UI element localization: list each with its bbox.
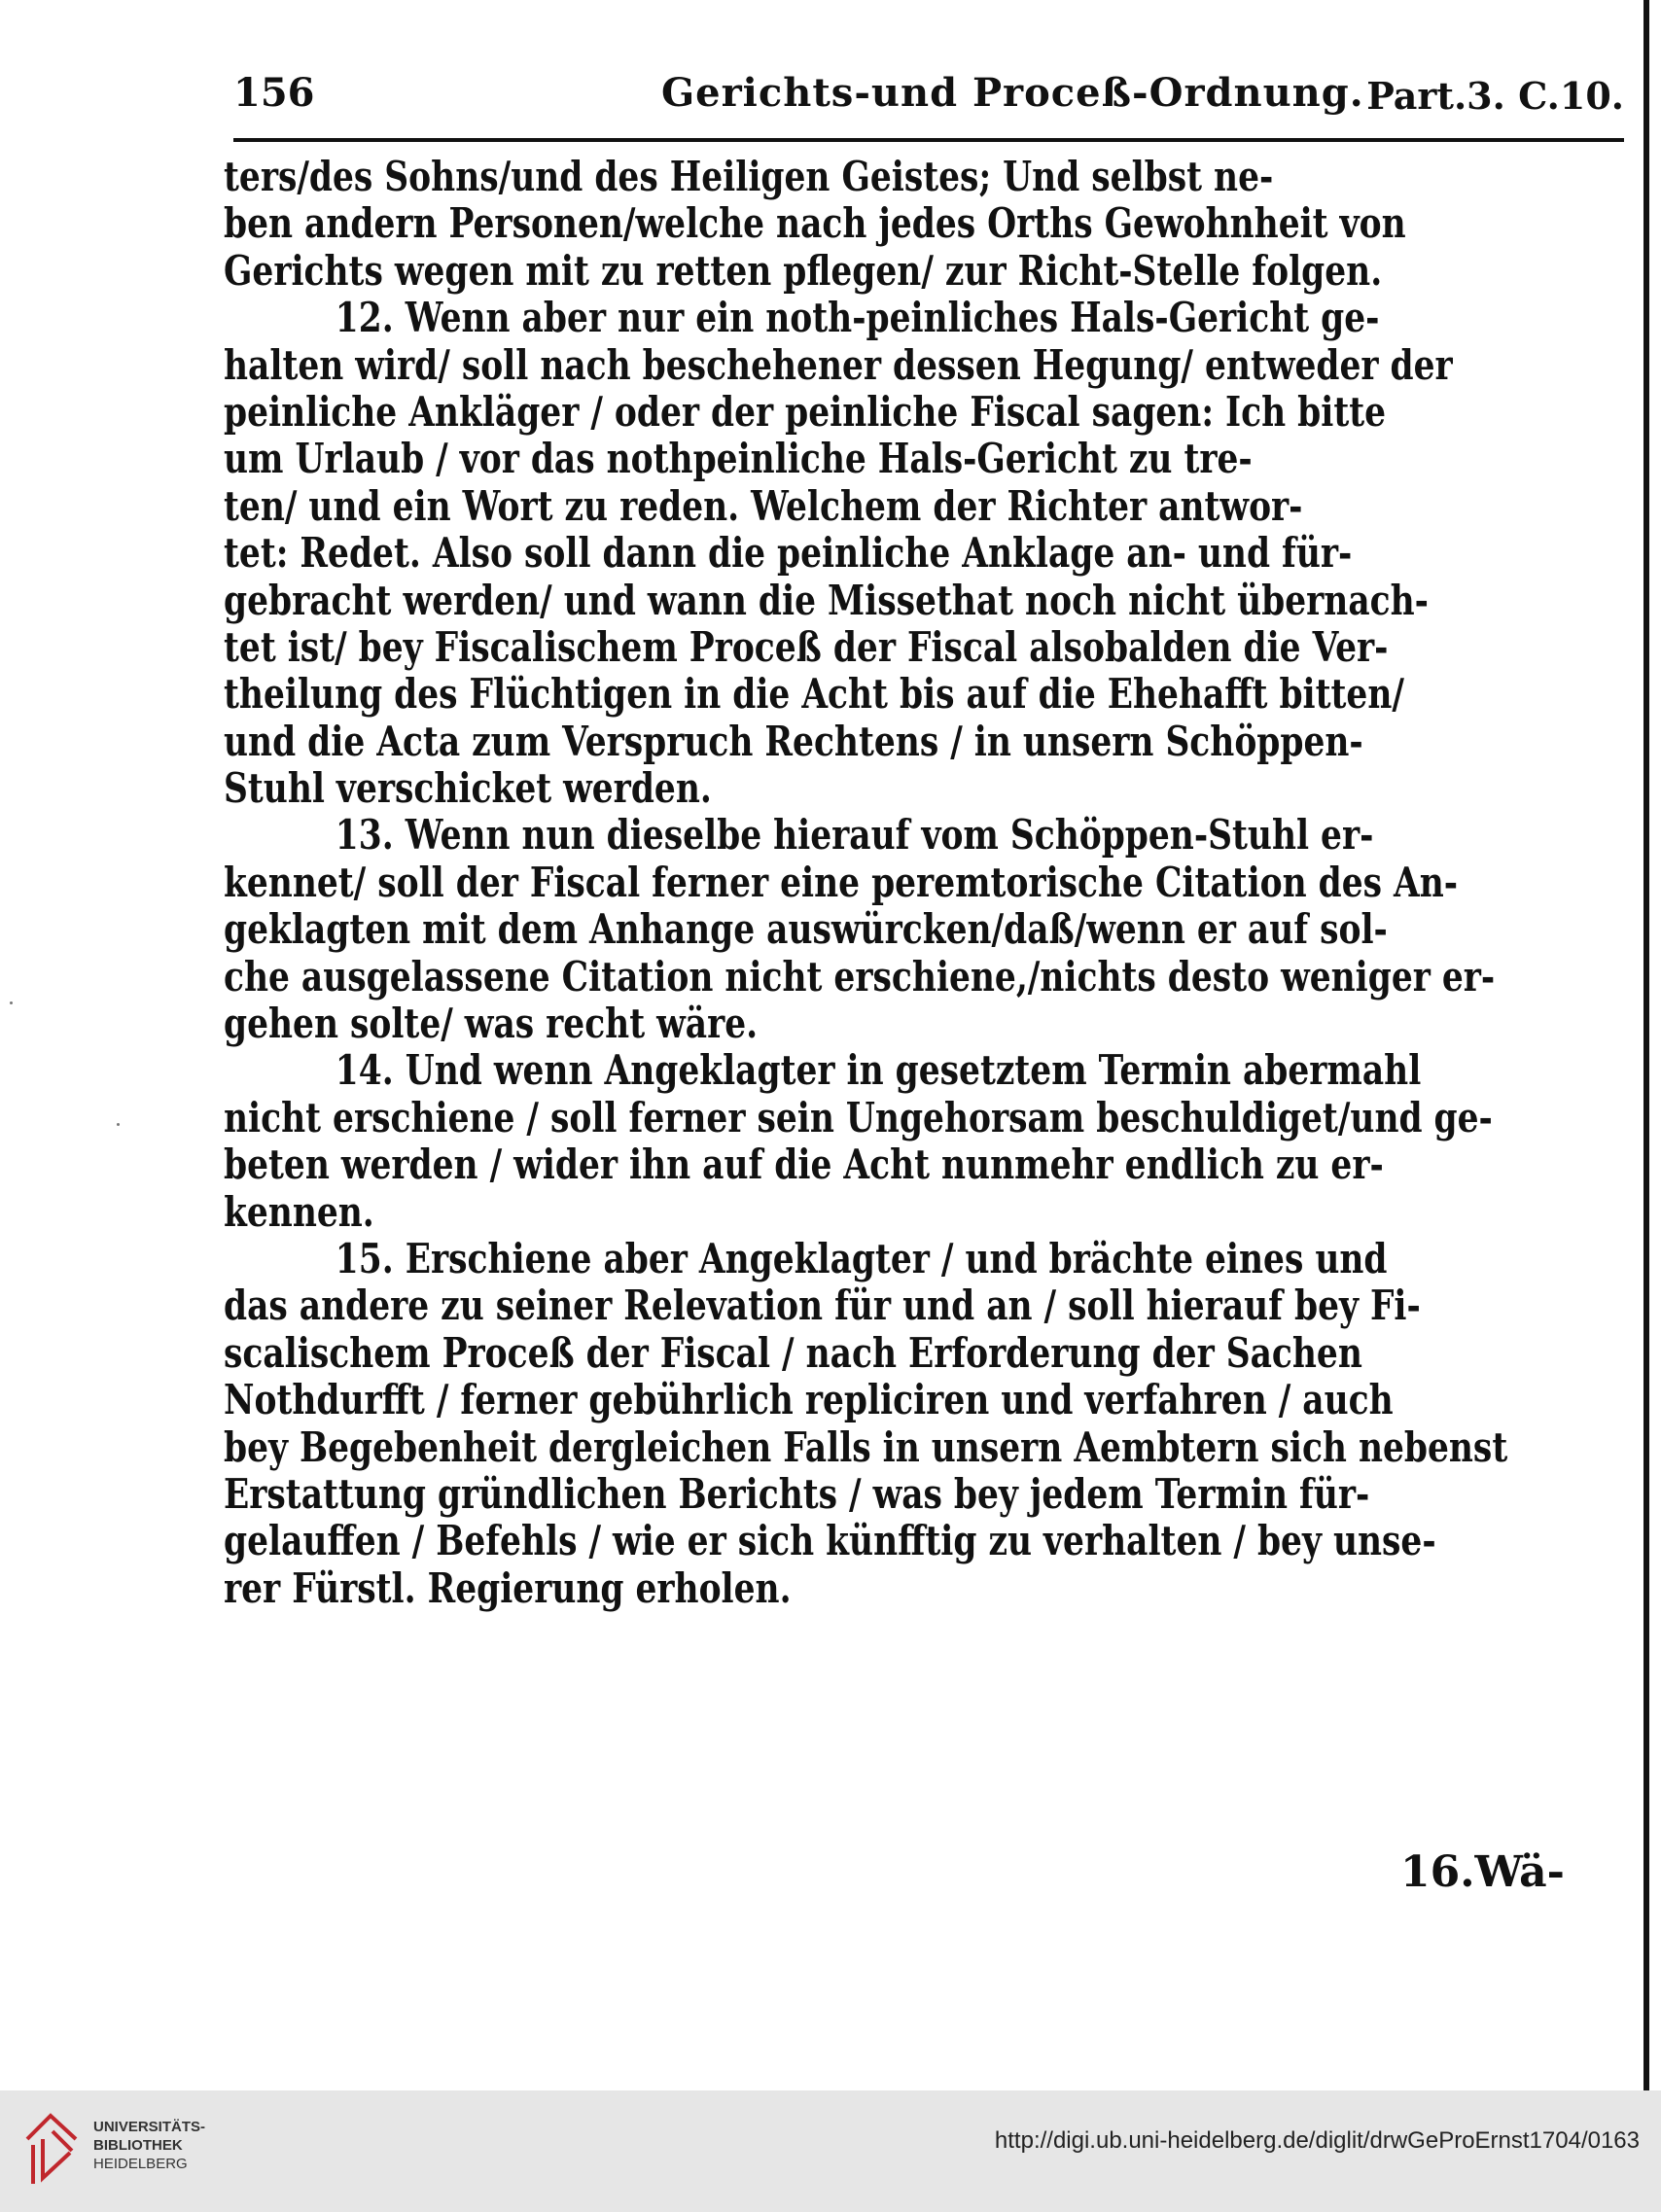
text-line: Stuhl verschicket werden. <box>224 765 712 813</box>
text-line: gehen solte/ was recht wäre. <box>224 1001 759 1048</box>
library-line-1: UNIVERSITÄTS- <box>93 2119 206 2135</box>
text-line: halten wird/ soll nach beschehener dessen Hegung/ entweder der <box>224 341 1453 389</box>
part-chapter-label: Part.3. C.10. <box>1366 74 1624 118</box>
text-line: um Urlaub / vor das nothpeinliche Hals-Gericht zu tre- <box>224 436 1253 483</box>
scan-speck <box>10 1001 13 1004</box>
library-line-2: BIBLIOTHEK <box>93 2137 183 2154</box>
library-line-3: HEIDELBERG <box>93 2156 188 2172</box>
text-line: tet: Redet. Also soll dann die peinliche Anklage an- und für- <box>224 530 1353 578</box>
ub-heidelberg-logo-icon[interactable] <box>21 2110 82 2190</box>
text-line: che ausgelassene Citation nicht erschiene,/nichts desto weniger er- <box>224 953 1496 1001</box>
text-line: und die Acta zum Verspruch Rechtens / in unsern Schöppen- <box>224 718 1363 765</box>
running-title: Gerichts-und Proceß-Ordnung. <box>661 70 1364 116</box>
text-line: Gerichts wegen mit zu retten pflegen/ zur Richt-Stelle folgen. <box>224 247 1383 295</box>
page-edge-shadow <box>1643 0 1649 2090</box>
text-line: bey Begebenheit dergleichen Falls in unsern Aembtern sich nebenst <box>224 1423 1508 1471</box>
text-line: 14. Und wenn Angeklagter in gesetztem Termin abermahl <box>335 1047 1422 1095</box>
text-line: 12. Wenn aber nur ein noth-peinliches Hals-Gericht ge- <box>335 295 1380 342</box>
text-line: peinliche Ankläger / oder der peinliche Fiscal sagen: Ich bitte <box>224 388 1387 436</box>
text-line: ters/des Sohns/und des Heiligen Geistes; Und selbst ne- <box>224 154 1274 200</box>
text-line: 13. Wenn nun dieselbe hierauf vom Schöppen-Stuhl er- <box>335 812 1374 860</box>
text-line: geklagten mit dem Anhange auswürcken/daß/wenn er auf sol- <box>224 906 1388 954</box>
text-line: ben andern Personen/welche nach jedes Orths Gewohnheit von <box>224 200 1406 248</box>
text-line: rer Fürstl. Regierung erholen. <box>224 1564 792 1612</box>
text-line: theilung des Flüchtigen in die Acht bis auf die Ehehafft bitten/ <box>224 671 1404 719</box>
text-line: kennet/ soll der Fiscal ferner eine peremtorische Citation des An- <box>224 859 1459 906</box>
text-line: scalischem Proceß der Fiscal / nach Erforderung der Sachen <box>224 1329 1362 1377</box>
body-text <box>224 154 1605 1612</box>
text-line: gelauffen / Befehls / wie er sich künfftig zu verhalten / bey unse- <box>224 1518 1436 1565</box>
page-number: 156 <box>233 70 315 116</box>
text-line: Erstattung gründlichen Berichts / was bey jedem Termin für- <box>224 1470 1370 1518</box>
running-header <box>233 70 1624 138</box>
text-line: Nothdurfft / ferner gebührlich repliciren und verfahren / auch <box>224 1377 1394 1424</box>
header-rule <box>233 138 1624 142</box>
text-line: gebracht werden/ und wann die Missethat noch nicht übernach- <box>224 577 1429 624</box>
text-line: 15. Erschiene aber Angeklagter / und brächte eines und <box>335 1235 1388 1282</box>
text-line: beten werden / wider ihn auf die Acht nunmehr endlich zu er- <box>224 1141 1384 1189</box>
scan-speck <box>117 1123 120 1126</box>
text-line: tet ist/ bey Fiscalischem Proceß der Fiscal alsobalden die Ver- <box>224 623 1389 671</box>
permalink-url[interactable]: http://digi.ub.uni-heidelberg.de/diglit/drwGeProErnst1704/0163 <box>994 2127 1640 2154</box>
text-line: ten/ und ein Wort zu reden. Welchem der Richter antwor- <box>224 482 1303 530</box>
text-line: nicht erschiene / soll ferner sein Ungehorsam beschuldiget/und ge- <box>224 1094 1493 1141</box>
text-line: das andere zu seiner Relevation für und an / soll hierauf bey Fi- <box>224 1282 1421 1330</box>
catchword: 16.Wä- <box>1400 1847 1565 1897</box>
library-name <box>93 2118 205 2173</box>
text-line: kennen. <box>224 1188 374 1236</box>
